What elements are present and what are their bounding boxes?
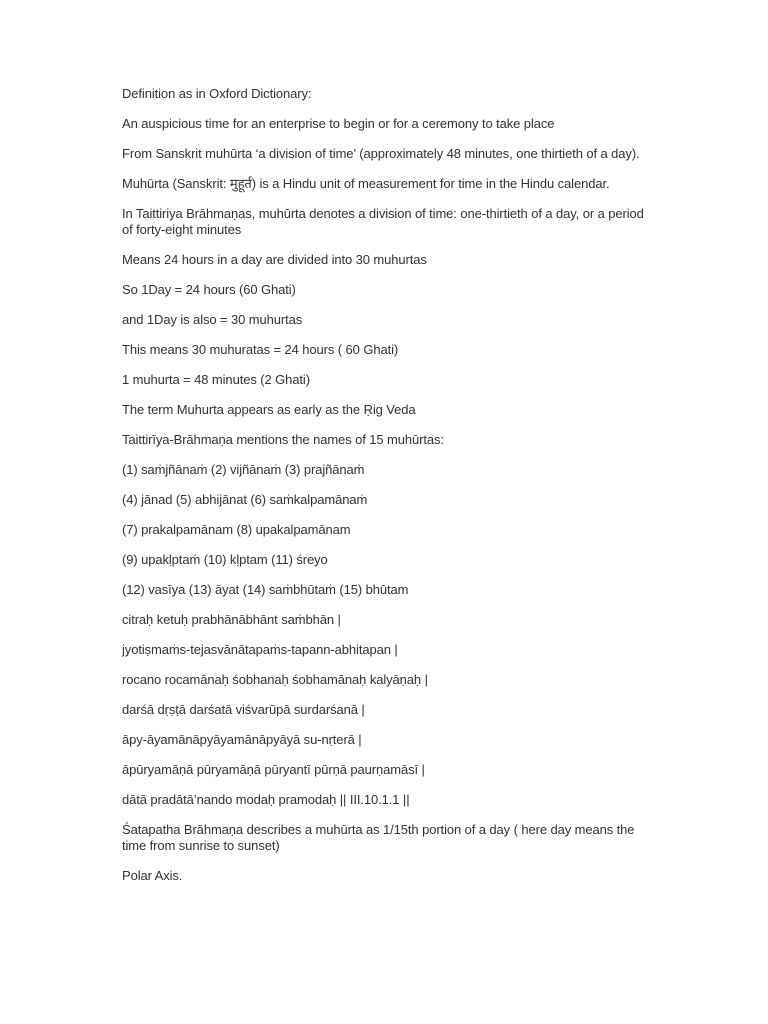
paragraph: So 1Day = 24 hours (60 Ghati) bbox=[122, 282, 296, 297]
paragraph: Means 24 hours in a day are divided into 30 muhurtas bbox=[122, 252, 427, 267]
muhurta-names-line: (4) jānad (5) abhijānat (6) saṁkalpamānaṁ bbox=[122, 492, 368, 507]
muhurta-names-line: (12) vasīya (13) āyat (14) saṁbhūtaṁ (15) bhūtam bbox=[122, 582, 409, 597]
verse-line: darśā dṛṣṭā darśatā viśvarūpā surdarśanā | bbox=[122, 702, 365, 717]
paragraph: Śatapatha Brāhmaṇa describes a muhūrta as 1/15th portion of a day ( here day means the time from sunrise to sunset) bbox=[122, 822, 635, 853]
document-body bbox=[122, 86, 652, 898]
paragraph: Taittirīya-Brāhmaṇa mentions the names of 15 muhūrtas: bbox=[122, 432, 444, 447]
paragraph: The term Muhurta appears as early as the Ṛig Veda bbox=[122, 402, 416, 417]
paragraph: An auspicious time for an enterprise to begin or for a ceremony to take place bbox=[122, 116, 555, 131]
verse-line: āpūryamāṇā pūryamāṇā pūryantī pūrṇā paurṇamāsī | bbox=[122, 762, 425, 777]
verse-line: rocano rocamānaḥ śobhanaḥ śobhamānaḥ kalyāṇaḥ | bbox=[122, 672, 428, 687]
paragraph: 1 muhurta = 48 minutes (2 Ghati) bbox=[122, 372, 310, 387]
paragraph: This means 30 muhuratas = 24 hours ( 60 Ghati) bbox=[122, 342, 399, 357]
paragraph: Polar Axis. bbox=[122, 868, 183, 883]
muhurta-names-line: (1) saṁjñānaṁ (2) vijñānaṁ (3) prajñānaṁ bbox=[122, 462, 365, 477]
paragraph: In Taittiriya Brāhmaṇas, muhūrta denotes a division of time: one-thirtieth of a day, or a period of forty-eight minutes bbox=[122, 206, 644, 237]
muhurta-names-line: (9) upakḷptaṁ (10) kḷptam (11) śreyo bbox=[122, 552, 328, 567]
verse-line: dātā pradātā’nando modaḥ pramodaḥ || III.10.1.1 || bbox=[122, 792, 410, 807]
muhurta-names-line: (7) prakalpamānam (8) upakalpamānam bbox=[122, 522, 351, 537]
document-heading: Definition as in Oxford Dictionary: bbox=[122, 86, 312, 101]
verse-line: āpy-āyamānāpyāyamānāpyāyā su-nṛterā | bbox=[122, 732, 362, 747]
verse-line: citraḥ ketuḥ prabhānābhānt saṁbhān | bbox=[122, 612, 341, 627]
paragraph: From Sanskrit muhūrta ‘a division of time’ (approximately 48 minutes, one thirtieth of a day). bbox=[122, 146, 640, 161]
paragraph: and 1Day is also = 30 muhurtas bbox=[122, 312, 303, 327]
paragraph: Muhūrta (Sanskrit: मुहूर्त) is a Hindu unit of measurement for time in the Hindu calendar. bbox=[122, 176, 610, 191]
verse-line: jyotiṣmaṁs-tejasvānātapaṁs-tapann-abhitapan | bbox=[122, 642, 398, 657]
